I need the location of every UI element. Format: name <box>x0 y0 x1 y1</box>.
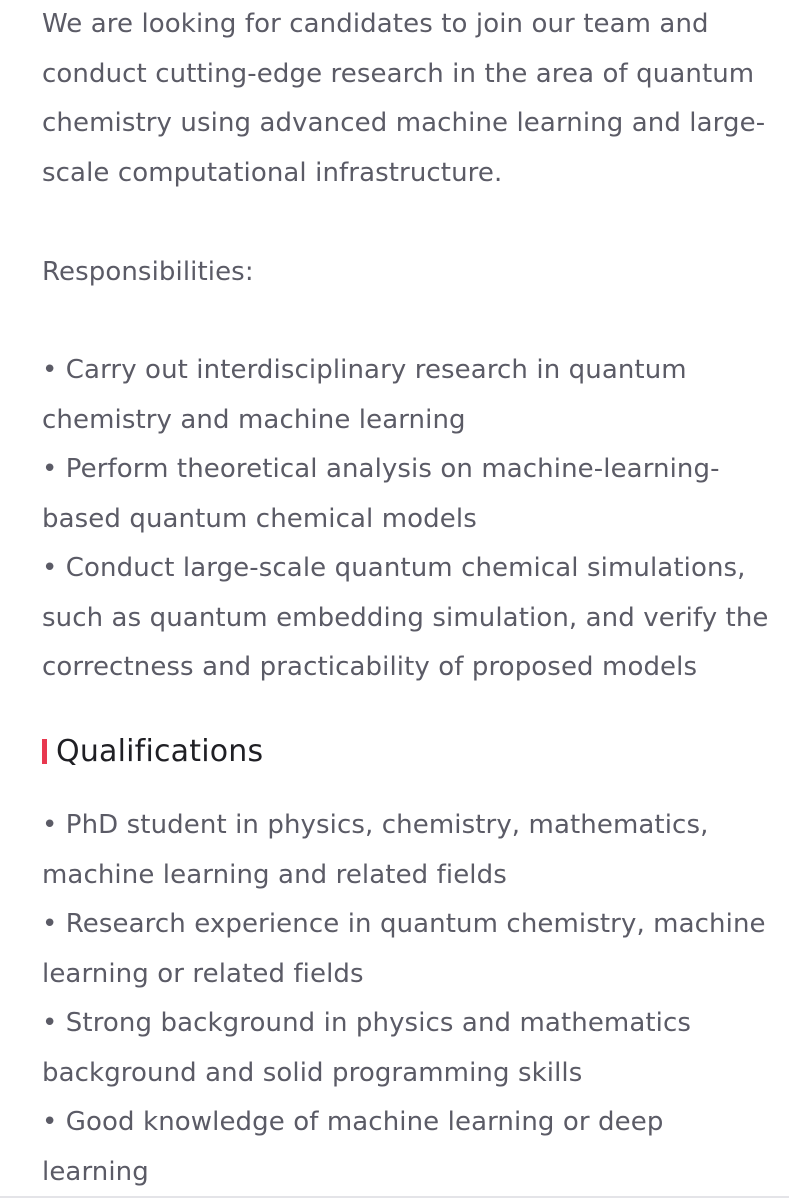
intro-line: scale computational infrastructure. <box>42 157 503 188</box>
list-item: machine learning and related fields <box>42 859 507 890</box>
heading-accent-bar <box>42 739 47 764</box>
bottom-divider <box>0 1196 789 1198</box>
intro-line: conduct cutting-edge research in the area of quantum <box>42 58 755 89</box>
list-item: • Good knowledge of machine learning or deep <box>42 1107 664 1137</box>
intro-line: chemistry using advanced machine learning and large- <box>42 108 766 138</box>
responsibilities-heading <box>42 248 747 298</box>
responsibilities-heading-text: Responsibilities: <box>42 257 254 287</box>
list-item: background and solid programming skills <box>42 1057 583 1088</box>
intro-line: We are looking for candidates to join our team and <box>42 9 709 39</box>
qualifications-list <box>42 801 766 1197</box>
list-item: chemistry and machine learning <box>42 404 466 435</box>
list-item: • Perform theoretical analysis on machine-learning- <box>42 454 720 484</box>
intro-paragraph <box>42 0 766 198</box>
responsibilities-list <box>42 346 769 693</box>
qualifications-heading <box>42 728 263 774</box>
list-item: learning <box>42 1156 149 1187</box>
qualifications-heading-text: Qualifications <box>56 733 264 769</box>
list-item: such as quantum embedding simulation, and verify the <box>42 602 769 633</box>
list-item: • PhD student in physics, chemistry, mathematics, <box>42 810 709 840</box>
list-item: • Strong background in physics and mathematics <box>42 1008 692 1038</box>
list-item: correctness and practicability of proposed models <box>42 652 698 682</box>
list-item: • Research experience in quantum chemistry, machine <box>42 909 766 939</box>
list-item: • Carry out interdisciplinary research in quantum <box>42 355 687 385</box>
list-item: • Conduct large-scale quantum chemical simulations, <box>42 553 746 583</box>
list-item: based quantum chemical models <box>42 503 477 534</box>
list-item: learning or related fields <box>42 958 364 989</box>
